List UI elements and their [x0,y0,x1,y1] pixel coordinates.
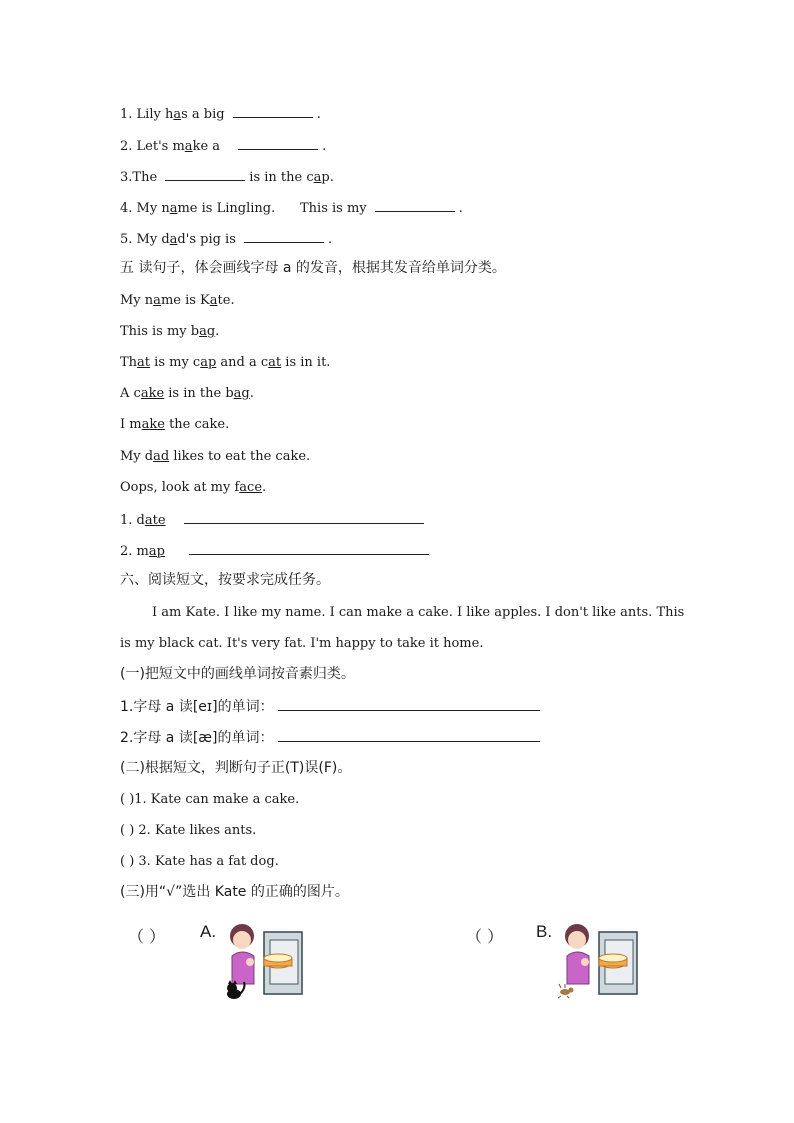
q1-text-post: s a big [181,107,225,122]
s5-sentence-7 [120,480,266,496]
sub1-q2 [120,729,544,746]
ant-icon [560,989,570,995]
cat-icon [227,989,241,999]
q1-underlined: a [173,107,182,122]
a1-pre: 1. d [120,513,145,528]
s1-mid: me is K [160,293,210,308]
s5-u: ake [141,417,165,432]
q2-text-post: ke a [192,139,221,154]
s4-u2: ag [233,386,250,401]
tf-2[interactable]: ( ) 2. Kate likes ants. [120,823,257,838]
section5-heading: 五 读句子，体会画线字母 a 的发音，根据其发音给单词分类。 [120,260,506,276]
q4-text-post: me is Lingling. This is my [177,201,367,216]
s5-answer-1 [120,511,428,529]
s7-u: ace [239,480,263,495]
s6-end: likes to eat the cake. [169,449,311,464]
option-b-paren[interactable]: （ ） [466,927,504,946]
tf-3[interactable]: ( ) 3. Kate has a fat dog. [120,854,279,869]
option-a-label: A. [200,922,217,941]
s2-u: ag [199,324,216,339]
option-a-paren[interactable]: （ ） [128,927,166,946]
s7-end: . [262,480,267,495]
s6-u: ad [153,449,170,464]
s4-u1: ake [140,386,165,401]
s3-mid2: and a c [216,355,269,370]
q3-line [120,168,334,186]
q3-end: p. [321,170,334,185]
option-b-picture[interactable] [555,918,639,1000]
s3-pre: Th [120,355,138,370]
q1-text-pre: 1. Lily h [120,107,174,122]
s5-sentence-5 [120,417,229,433]
s3-u3: at [268,355,282,370]
q2-end: . [322,139,327,154]
s2-pre: This is my b [120,324,200,339]
q1-blank[interactable] [233,105,313,118]
q4-end: . [458,201,463,216]
s5-end: the cake. [164,417,230,432]
q2-text-pre: 2. Let's m [120,139,185,154]
s3-end: is in it. [281,355,331,370]
sub1-q2-label: 2.字母 a 读[æ]的单词： [120,730,274,746]
s3-mid1: is my c [150,355,201,370]
a1-u: ate [144,513,166,528]
q4-line [120,199,463,217]
s4-pre: A c [120,386,141,401]
q4-underlined: a [169,201,178,216]
q5-underlined: a [169,232,178,247]
q3-text-post: is in the c [249,170,314,185]
passage-line-2: is my black cat. It's very fat. I'm happy to take it home. [120,636,484,651]
sub2-heading: (二)根据短文，判断句子正(T)误(F)。 [120,760,352,776]
section6-heading: 六、阅读短文，按要求完成任务。 [120,572,330,588]
option-a-picture[interactable] [220,918,304,1000]
s5-sentence-2 [120,324,219,340]
option-b-label: B. [536,922,553,941]
q1-line [120,105,321,123]
answer-1-blank[interactable] [184,511,424,524]
s7-pre: Oops, look at my f [120,480,240,495]
s5-sentence-1 [120,293,235,309]
s5-pre: I m [120,417,142,432]
sub3-heading: (三)用“√”选出 Kate 的正确的图片。 [120,884,349,900]
q3-blank[interactable] [165,168,245,181]
answer-2-blank[interactable] [189,542,429,555]
s3-u1: at [137,355,151,370]
q5-end: . [328,232,333,247]
s1-u2: a [209,293,218,308]
s6-pre: My d [120,449,154,464]
q5-line [120,230,332,248]
s4-mid: is in the b [164,386,234,401]
q4-text-pre: 4. My n [120,201,170,216]
q5-blank[interactable] [244,230,324,243]
q2-underlined: a [184,139,193,154]
tf-1[interactable]: ( )1. Kate can make a cake. [120,792,300,807]
passage-line-1: I am Kate. I like my name. I can make a cake. I like apples. I don't like ants. This [152,605,685,620]
q5-text-post: d's pig is [177,232,236,247]
a2-u: ap [148,544,165,559]
q2-line [120,137,326,155]
s5-sentence-4 [120,386,254,402]
a2-pre: 2. m [120,544,149,559]
s4-end: . [249,386,254,401]
q2-blank[interactable] [238,137,318,150]
s1-pre: My n [120,293,154,308]
q3-text-pre: 3.The [120,170,158,185]
s1-u1: a [153,293,161,308]
s5-sentence-3 [120,355,330,371]
sub1-q2-blank[interactable] [278,729,540,742]
sub1-heading: (一)把短文中的画线单词按音素归类。 [120,666,355,682]
s5-sentence-6 [120,449,310,465]
s3-u2: ap [200,355,217,370]
sub1-q1-blank[interactable] [278,698,540,711]
s1-end: te. [217,293,235,308]
q1-end: . [316,107,321,122]
sub1-q1-label: 1.字母 a 读[eɪ]的单词： [120,699,274,715]
q5-text-pre: 5. My d [120,232,170,247]
sub1-q1 [120,698,544,715]
s5-answer-2 [120,542,433,560]
q3-underlined: a [313,170,322,185]
q4-blank[interactable] [375,199,455,212]
s2-end: . [215,324,220,339]
